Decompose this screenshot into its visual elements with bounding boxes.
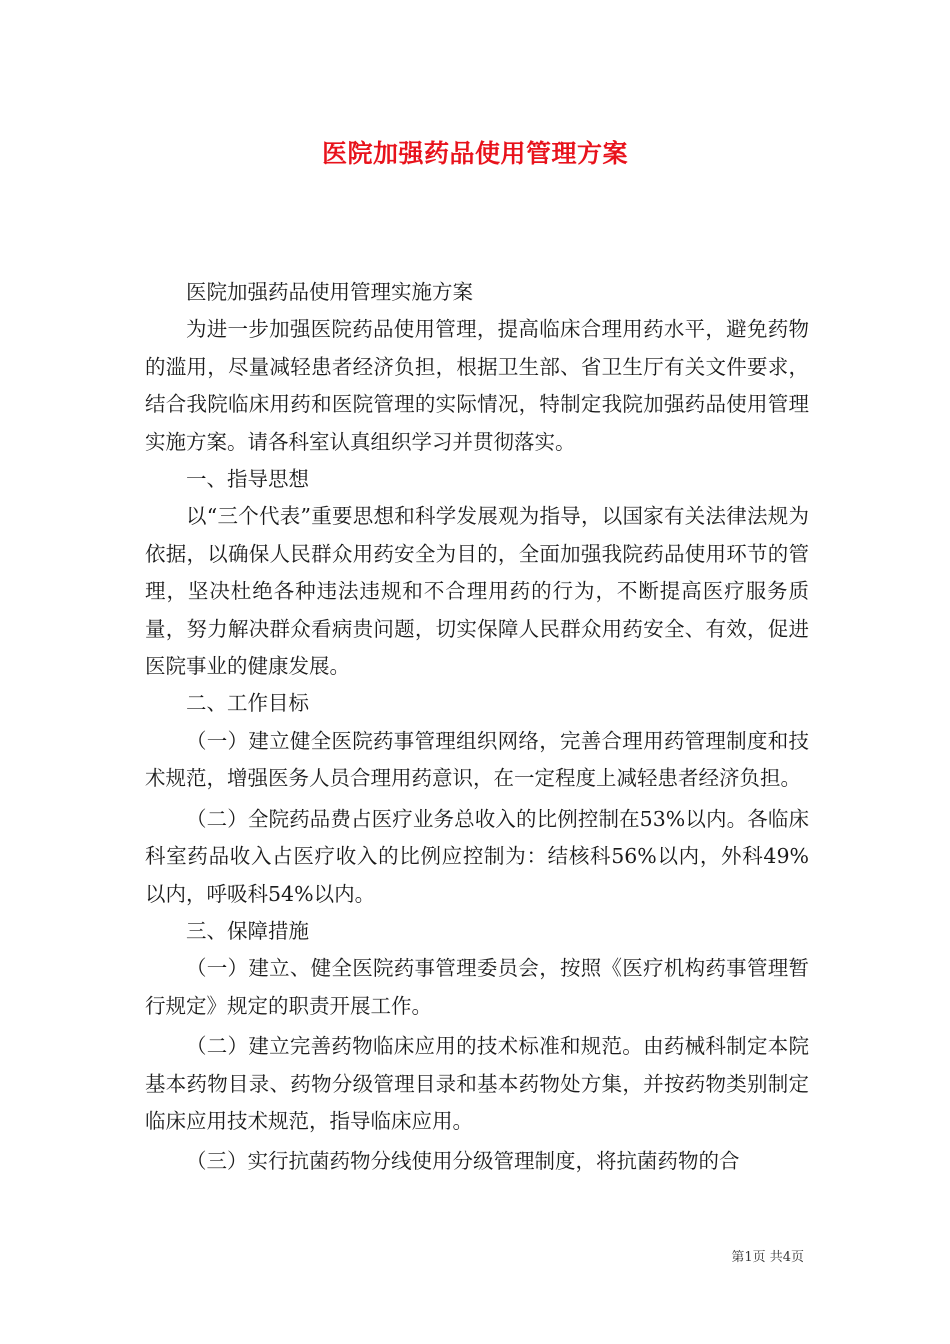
- paragraph-subtitle: 医院加强药品使用管理实施方案: [186, 280, 473, 304]
- document-title: 医院加强药品使用管理方案: [321, 139, 628, 168]
- section-heading-measures: 三、保障措施: [186, 918, 309, 943]
- paragraph-guiding-thought: 以“三个代表”重要思想和科学发展观为指导，以国家有关法律法规为依据，以确保人民群众用药安全为目的，全面加强我院药品使用环节的管理，坚决杜绝各种违法违规和不合理用药的行为，不断提高医疗服务质量，努力解决群众看病贵问题，切实保障人民群众用药安全、有效，促进医院事业的健康发展。: [145, 504, 809, 679]
- paragraph-measure-2: （二）建立完善药物临床应用的技术标准和规范。由药械科制定本院基本药物目录、药物分级管理目录和基本药物处方集，并按药物类别制定临床应用技术规范，指导临床应用。: [145, 1034, 809, 1133]
- paragraph-intro: 为进一步加强医院药品使用管理，提高临床合理用药水平，避免药物的滥用，尽量减轻患者经济负担，根据卫生部、省卫生厅有关文件要求，结合我院临床用药和医院管理的实际情况，特制定我院加强药品使用管理实施方案。请各科室认真组织学习并贯彻落实。: [145, 317, 809, 454]
- section-heading-guiding-thought: 一、指导思想: [186, 467, 309, 492]
- document-body: [145, 274, 809, 1181]
- paragraph-measure-3: （三）实行抗菌药物分线使用分级管理制度，将抗菌药物的合: [186, 1149, 740, 1174]
- section-heading-work-goals: 二、工作目标: [186, 691, 309, 716]
- paragraph-measure-1: （一）建立、健全医院药事管理委员会，按照《医疗机构药事管理暂行规定》规定的职责开展工作。: [145, 956, 809, 1018]
- page-number: 第1页 共4页: [731, 1250, 804, 1265]
- paragraph-goal-2: （二）全院药品费占医疗业务总收入的比例控制在53%以内。各临床科室药品收入占医疗收入的比例应控制为：结核科56%以内，外科49%以内，呼吸科54%以内。: [145, 806, 809, 906]
- paragraph-goal-1: （一）建立健全医院药事管理组织网络，完善合理用药管理制度和技术规范，增强医务人员合理用药意识，在一定程度上减轻患者经济负担。: [145, 728, 809, 791]
